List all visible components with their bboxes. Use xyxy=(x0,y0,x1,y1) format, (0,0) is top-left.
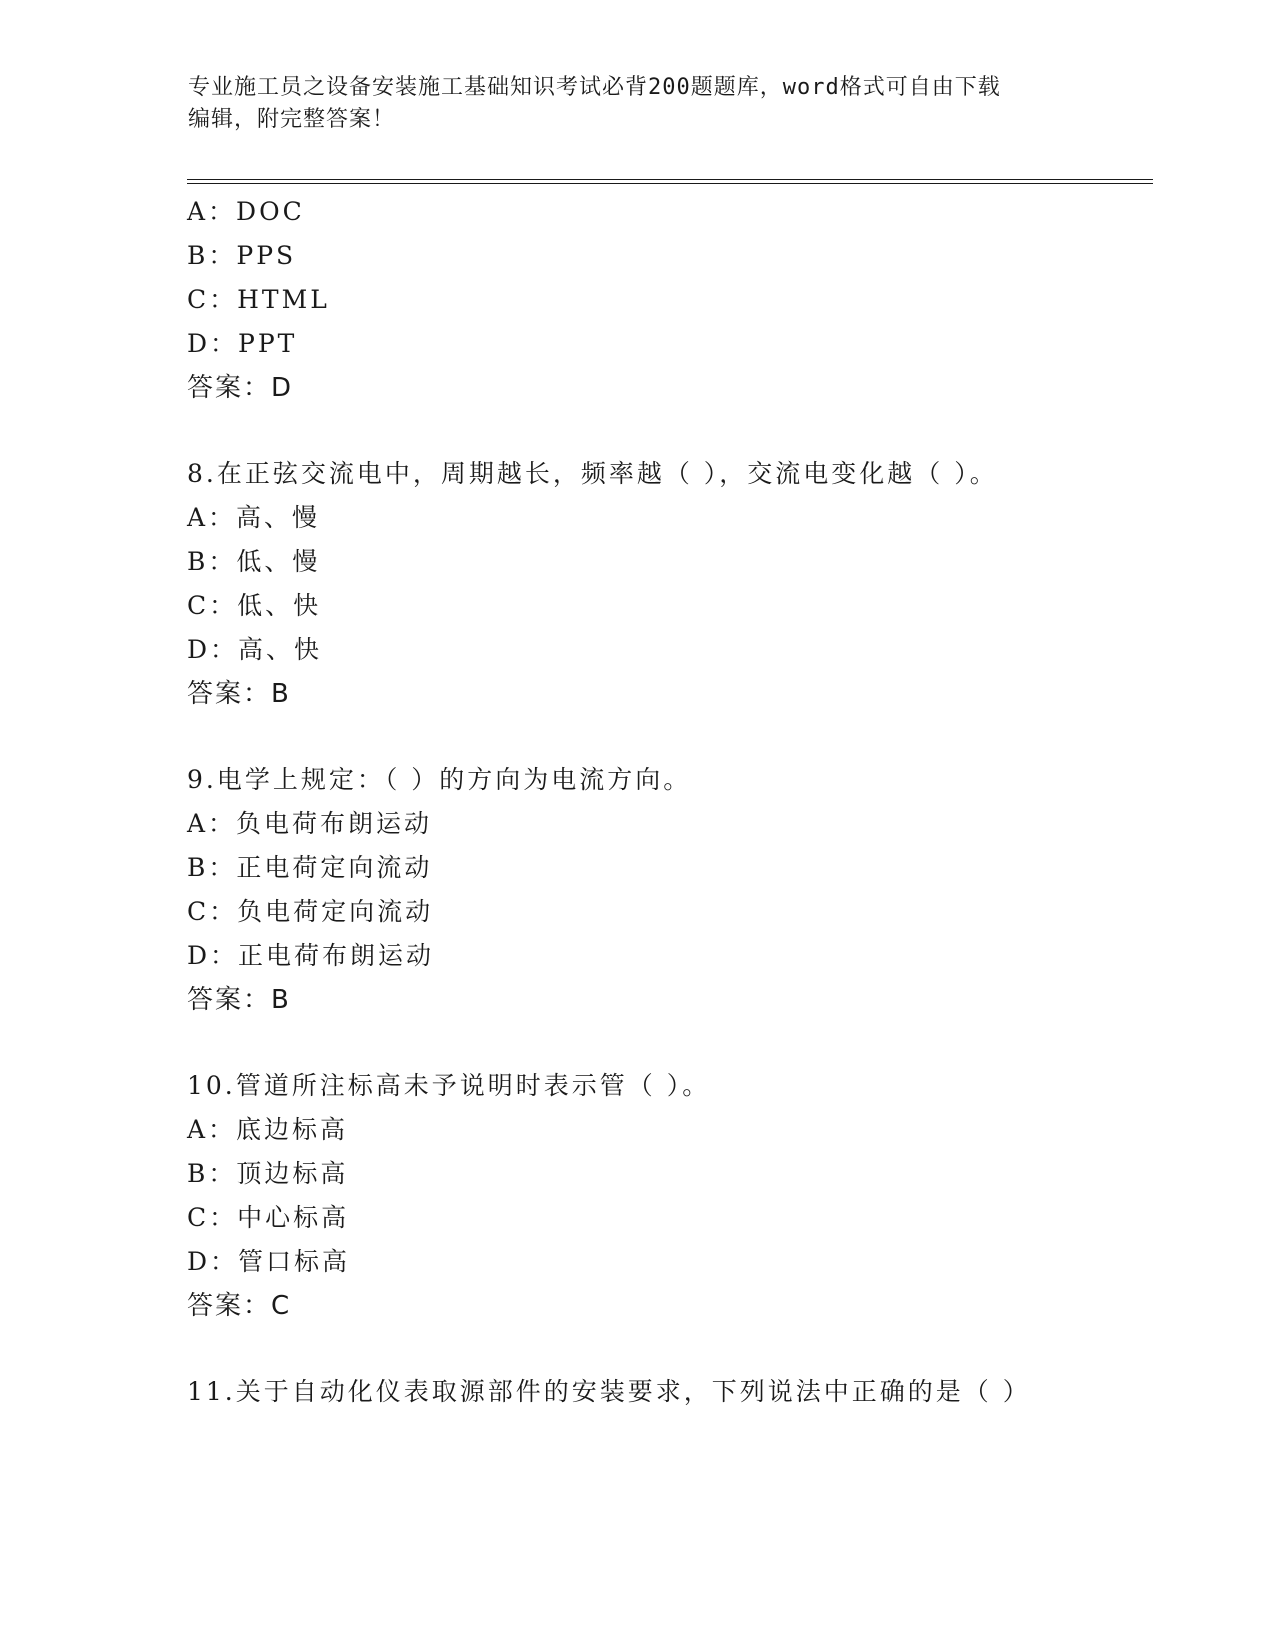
q9-question: 9.电学上规定：（ ）的方向为电流方向。 xyxy=(187,765,692,794)
q10-option-d: D：管口标高 xyxy=(187,1247,351,1276)
q8-option-a: A：高、慢 xyxy=(187,503,321,532)
q9-option-a: A：负电荷布朗运动 xyxy=(187,809,433,838)
q9-option-c: C：负电荷定向流动 xyxy=(187,897,434,926)
q10-answer: 答案：C xyxy=(187,1291,292,1321)
header-divider-top xyxy=(187,179,1153,180)
q7-option-c: C：HTML xyxy=(187,285,330,314)
q7-option-d: D：PPT xyxy=(187,329,298,358)
q8-option-c: C：低、快 xyxy=(187,591,322,620)
header-divider-bottom xyxy=(187,183,1153,184)
q9-option-d: D：正电荷布朗运动 xyxy=(187,941,435,970)
q9-option-b: B：正电荷定向流动 xyxy=(187,853,433,882)
q11-question: 11.关于自动化仪表取源部件的安装要求，下列说法中正确的是（ ） xyxy=(187,1377,1031,1406)
q8-answer: 答案：B xyxy=(187,679,291,709)
q7-option-b: B：PPS xyxy=(187,241,297,270)
q9-answer: 答案：B xyxy=(187,985,291,1015)
q10-question: 10.管道所注标高未予说明时表示管（ ）。 xyxy=(187,1071,711,1100)
document-header xyxy=(188,72,1088,136)
q7-option-a: A：DOC xyxy=(187,197,305,226)
q7-answer: 答案：D xyxy=(187,373,294,403)
q8-option-b: B：低、慢 xyxy=(187,547,321,576)
q10-option-b: B：顶边标高 xyxy=(187,1159,349,1188)
q10-option-a: A：底边标高 xyxy=(187,1115,349,1144)
header-line-2: 编辑，附完整答案！ xyxy=(188,107,396,132)
q10-option-c: C：中心标高 xyxy=(187,1203,350,1232)
q8-option-d: D：高、快 xyxy=(187,635,323,664)
q8-question: 8.在正弦交流电中，周期越长，频率越（ ），交流电变化越（ ）。 xyxy=(187,459,998,488)
header-line-1: 专业施工员之设备安装施工基础知识考试必背200题题库，word格式可自由下载 xyxy=(188,75,1001,100)
